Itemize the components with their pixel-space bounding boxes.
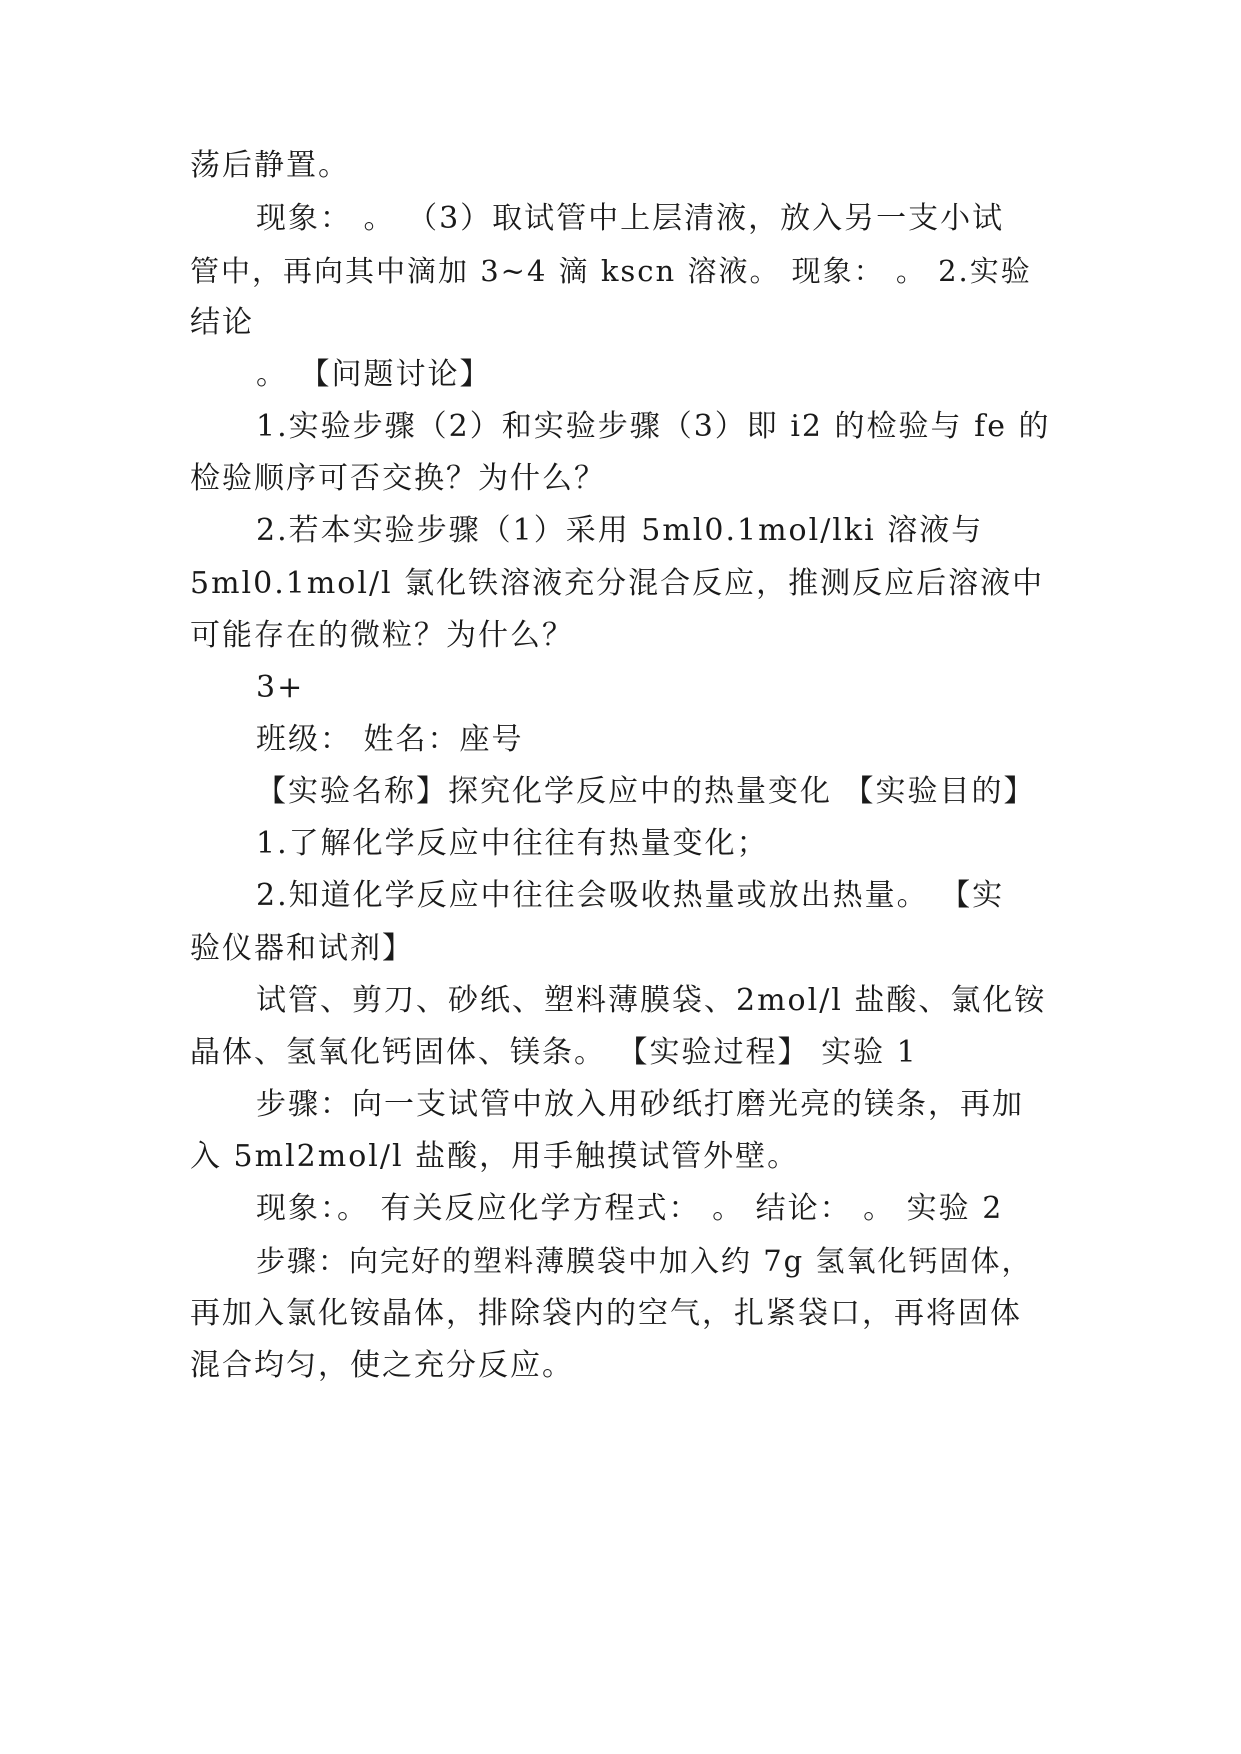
- text-line: 试管、剪刀、砂纸、塑料薄膜袋、2mol/l 盐酸、氯化铵: [256, 983, 1047, 1018]
- text-line: 5ml0.1mol/l 氯化铁溶液充分混合反应，推测反应后溶液中: [190, 566, 1045, 601]
- text-line: 。 【问题讨论】: [256, 357, 492, 392]
- text-line: 【实验名称】探究化学反应中的热量变化 【实验目的】: [256, 774, 1036, 809]
- text-line: 验仪器和试剂】: [190, 931, 414, 966]
- text-line: 混合均匀，使之充分反应。: [190, 1348, 574, 1383]
- text-line: 检验顺序可否交换？为什么？: [190, 461, 606, 496]
- text-line: 再加入氯化铵晶体，排除袋内的空气，扎紧袋口，再将固体: [190, 1296, 1022, 1331]
- text-line: 3+: [256, 670, 305, 705]
- text-line: 入 5ml2mol/l 盐酸，用手触摸试管外壁。: [190, 1139, 800, 1174]
- text-line: 管中，再向其中滴加 3~4 滴 kscn 溶液。 现象： 。 2.实验: [190, 254, 1032, 288]
- text-line: 可能存在的微粒？为什么？: [190, 618, 574, 653]
- text-line: 现象： 。 （3）取试管中上层清液，放入另一支小试: [256, 201, 1005, 236]
- text-line: 1.了解化学反应中往往有热量变化；: [256, 826, 769, 861]
- text-line: 晶体、氢氧化钙固体、镁条。 【实验过程】 实验 1: [190, 1035, 918, 1070]
- text-line: 2.知道化学反应中往往会吸收热量或放出热量。 【实: [256, 878, 1005, 913]
- text-line: 班级： 姓名：座号: [256, 722, 524, 757]
- text-line: 2.若本实验步骤（1）采用 5ml0.1mol/lki 溶液与: [256, 513, 984, 548]
- text-line: 现象：。 有关反应化学方程式： 。 结论： 。 实验 2: [256, 1191, 1004, 1226]
- text-line: 结论: [190, 305, 254, 340]
- text-line: 荡后静置。: [190, 148, 350, 183]
- text-line: 步骤：向一支试管中放入用砂纸打磨光亮的镁条，再加: [256, 1087, 1024, 1122]
- text-line: 1.实验步骤（2）和实验步骤（3）即 i2 的检验与 fe 的: [256, 409, 1051, 444]
- text-line: 步骤：向完好的塑料薄膜袋中加入约 7g 氢氧化钙固体，: [256, 1244, 1033, 1278]
